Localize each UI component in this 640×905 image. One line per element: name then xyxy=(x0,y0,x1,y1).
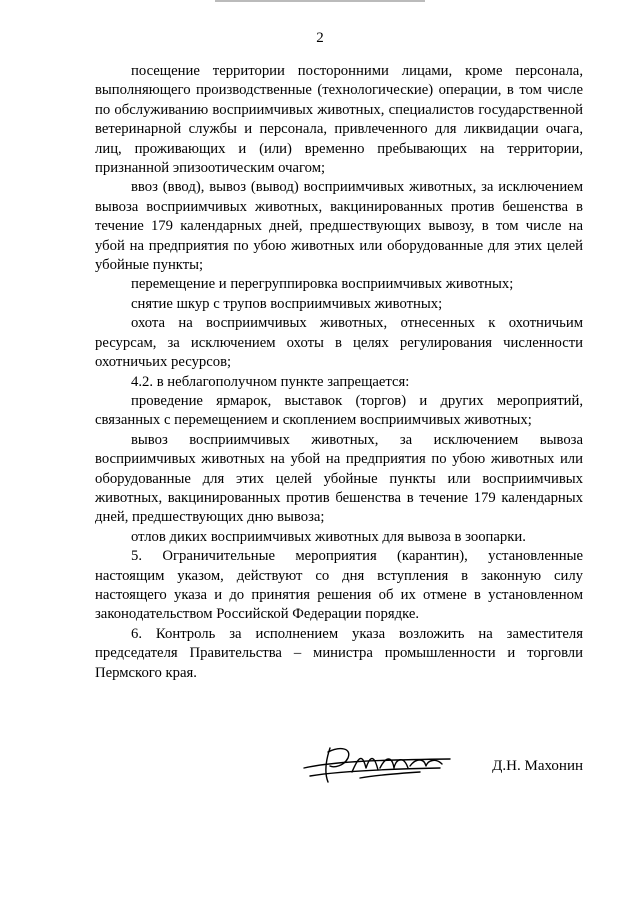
scan-edge-line xyxy=(215,0,425,2)
paragraph: отлов диких восприимчивых животных для вывоза в зоопарки. xyxy=(131,528,526,545)
paragraph: 5. Ограничительные мероприятия (карантин), установленные настоящим указом, действуют со дня вступления в законную силу настоящего указа и до принятия решения об их отмене в установленном законодательством Российской Федерации порядке. xyxy=(95,548,583,623)
document-body xyxy=(95,62,583,683)
paragraph: 4.2. в неблагополучном пункте запрещается: xyxy=(131,373,410,390)
paragraph: 6. Контроль за исполнением указа возложить на заместителя председателя Правительства – министра промышленности и торговли Пермского края. xyxy=(95,625,583,681)
signature-block xyxy=(300,738,600,788)
paragraph: ввоз (ввод), вывоз (вывод) восприимчивых животных, за исключением вывоза восприимчивых животных, вакцинированных против бешенства в течение 179 календарных дней, предшествующих вывозу, в том числе на убой на предприятия по убою животных или оборудованные для этих целей убойные пункты; xyxy=(95,179,583,274)
paragraph: перемещение и перегруппировка восприимчивых животных; xyxy=(131,276,514,293)
paragraph: снятие шкур с трупов восприимчивых животных; xyxy=(131,295,443,312)
paragraph: охота на восприимчивых животных, отнесенных к охотничьим ресурсам, за исключением охоты в целях регулирования численности охотничьих ресурсов; xyxy=(95,315,583,371)
paragraph: вывоз восприимчивых животных, за исключением вывоза восприимчивых животных на убой на предприятия по убою животных или оборудованные для этих целей убойные пункты или восприимчивых животных, вакцинированных против бешенства в течение 179 календарных дней, предшествующих дню вывоза; xyxy=(95,431,583,526)
paragraph: проведение ярмарок, выставок (торгов) и других мероприятий, связанных с перемещением и скоплением восприимчивых животных; xyxy=(95,392,583,429)
handwritten-signature xyxy=(300,738,460,788)
signatory-name: Д.Н. Махонин xyxy=(492,758,583,774)
page-number: 2 xyxy=(316,30,324,46)
paragraph: посещение территории посторонними лицами, кроме персонала, выполняющего производственные (технологические) операции, в том числе по обслуживанию восприимчивых животных, специалистов государственной ветеринарной службы и персонала, привлеченного для ликвидации очага, лиц, проживающих и (или) временно пребывающих на территории, признанной эпизоотическим очагом; xyxy=(95,63,583,177)
